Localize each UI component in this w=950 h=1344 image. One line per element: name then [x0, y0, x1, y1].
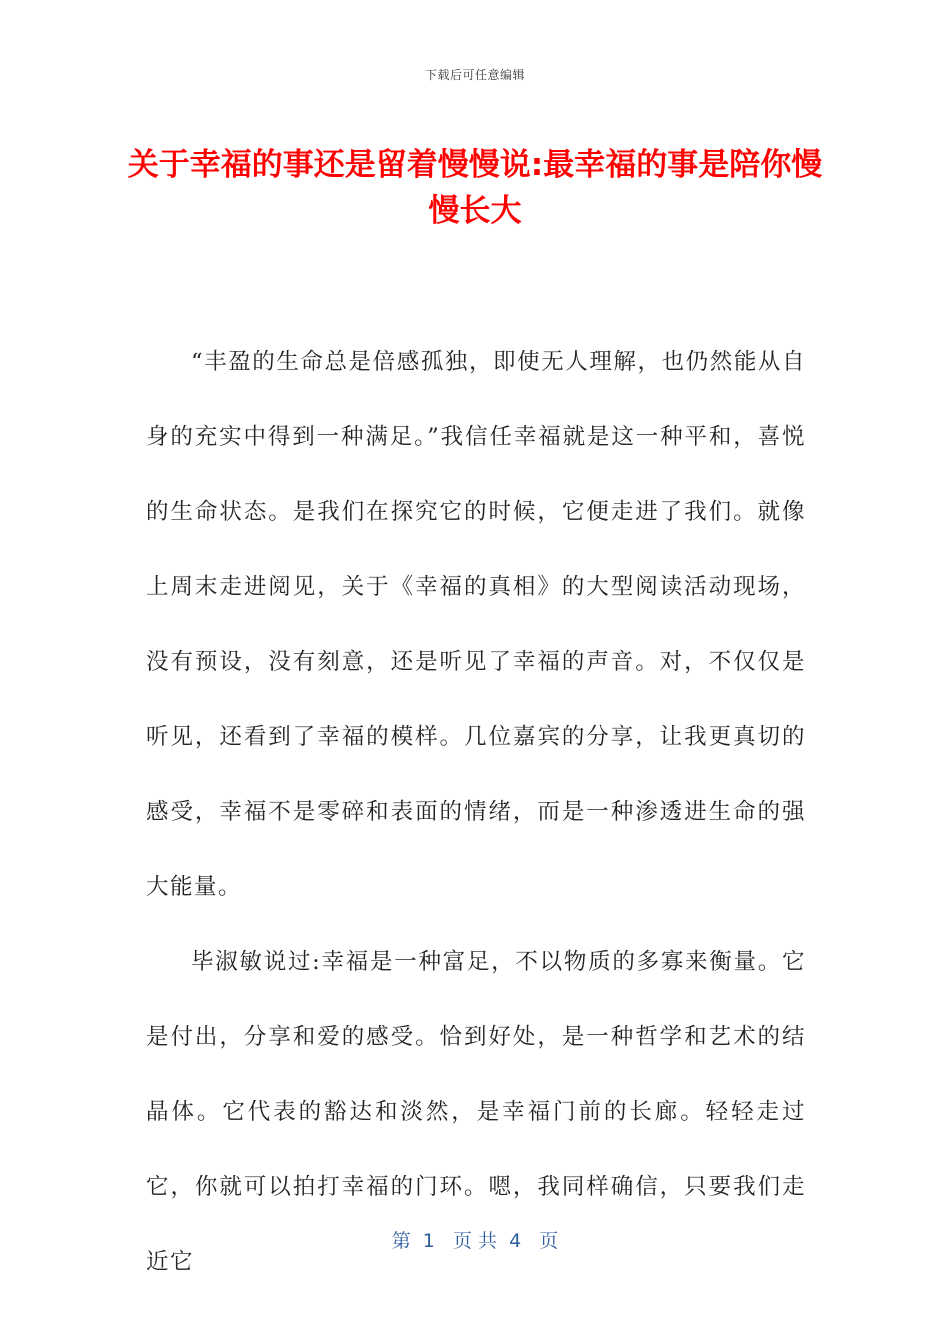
page-footer: 第 1 页 共 4 页 [391, 1230, 559, 1252]
document-body [146, 325, 806, 1300]
header-note: 下载后可任意编辑 [424, 68, 525, 82]
paragraph: 毕淑敏说过:幸福是一种富足，不以物质的多寡来衡量。它是付出，分享和爱的感受。恰到好处，是一种哲学和艺术的结晶体。它代表的豁达和淡然，是幸福门前的长廊。轻轻走过它，你就可以拍打幸福的门环。嗯，我同样确信，只要我们走近它 [146, 949, 806, 1275]
paragraph: “丰盈的生命总是倍感孤独，即使无人理解，也仍然能从自身的充实中得到一种满足。”我信任幸福就是这一种平和，喜悦的生命状态。是我们在探究它的时候，它便走进了我们。就像上周末走进阅见，关于《幸福的真相》的大型阅读活动现场，没有预设，没有刻意，还是听见了幸福的声音。对，不仅仅是听见，还看到了幸福的模样。几位嘉宾的分享，让我更真切的感受，幸福不是零碎和表面的情绪，而是一种渗透进生命的强大能量。 [146, 349, 806, 900]
document-title: 关于幸福的事还是留着慢慢说:最幸福的事是陪你慢慢长大 [127, 147, 823, 229]
